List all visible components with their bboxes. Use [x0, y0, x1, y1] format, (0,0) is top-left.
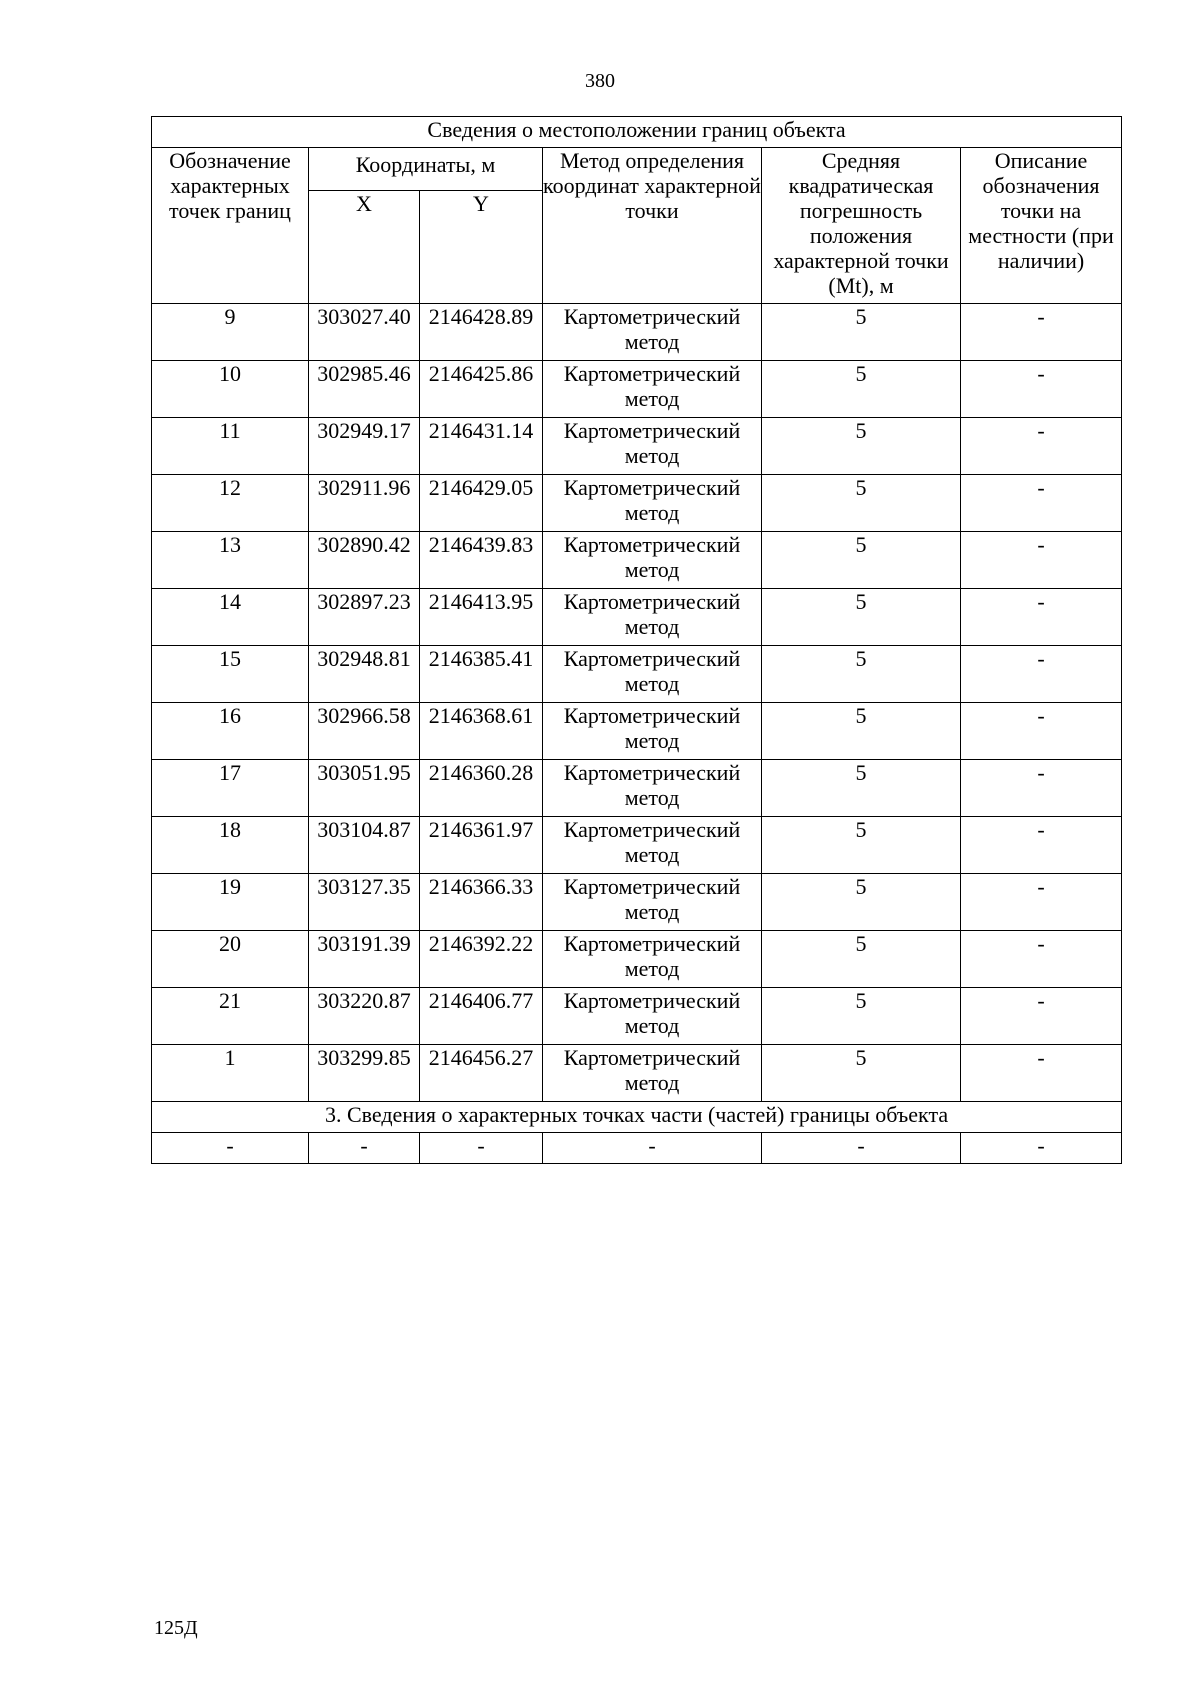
- cell-y: 2146361.97: [420, 817, 543, 874]
- cell-description: -: [961, 874, 1122, 931]
- cell-y: 2146429.05: [420, 475, 543, 532]
- table-row: [152, 304, 1122, 361]
- section3-cell: -: [961, 1133, 1122, 1164]
- cell-description: -: [961, 418, 1122, 475]
- section3-cell: -: [309, 1133, 420, 1164]
- table-body: [152, 304, 1122, 1102]
- cell-x: 303299.85: [309, 1045, 420, 1102]
- cell-y: 2146406.77: [420, 988, 543, 1045]
- cell-method: Картометрический метод: [543, 418, 762, 475]
- section3-row: [152, 1133, 1122, 1164]
- table-row: [152, 931, 1122, 988]
- cell-description: -: [961, 703, 1122, 760]
- cell-point: 20: [152, 931, 309, 988]
- cell-method: Картометрический метод: [543, 646, 762, 703]
- cell-y: 2146428.89: [420, 304, 543, 361]
- footer-code: 125Д: [154, 1617, 198, 1639]
- table-row: [152, 703, 1122, 760]
- cell-error: 5: [762, 532, 961, 589]
- cell-description: -: [961, 475, 1122, 532]
- cell-y: 2146431.14: [420, 418, 543, 475]
- cell-method: Картометрический метод: [543, 988, 762, 1045]
- cell-x: 302949.17: [309, 418, 420, 475]
- cell-error: 5: [762, 874, 961, 931]
- cell-error: 5: [762, 589, 961, 646]
- table-row: [152, 760, 1122, 817]
- cell-description: -: [961, 988, 1122, 1045]
- cell-method: Картометрический метод: [543, 874, 762, 931]
- table-row: [152, 1045, 1122, 1102]
- boundary-table: [151, 116, 1122, 1164]
- cell-description: -: [961, 532, 1122, 589]
- cell-method: Картометрический метод: [543, 532, 762, 589]
- header-x: X: [309, 191, 420, 304]
- cell-method: Картометрический метод: [543, 589, 762, 646]
- cell-description: -: [961, 361, 1122, 418]
- cell-method: Картометрический метод: [543, 1045, 762, 1102]
- cell-point: 16: [152, 703, 309, 760]
- cell-description: -: [961, 760, 1122, 817]
- cell-point: 19: [152, 874, 309, 931]
- cell-x: 302897.23: [309, 589, 420, 646]
- table-row: [152, 418, 1122, 475]
- cell-point: 15: [152, 646, 309, 703]
- cell-method: Картометрический метод: [543, 817, 762, 874]
- header-coordinates: Координаты, м: [309, 148, 543, 191]
- header-point-designation: Обозначение характерных точек границ: [152, 148, 309, 304]
- header-y: Y: [420, 191, 543, 304]
- cell-error: 5: [762, 1045, 961, 1102]
- cell-y: 2146360.28: [420, 760, 543, 817]
- cell-description: -: [961, 304, 1122, 361]
- section3-cell: -: [152, 1133, 309, 1164]
- cell-x: 302985.46: [309, 361, 420, 418]
- page-number: 380: [585, 70, 615, 92]
- section3-title: 3. Сведения о характерных точках части (частей) границы объекта: [152, 1102, 1122, 1133]
- cell-description: -: [961, 931, 1122, 988]
- section3-cell: -: [762, 1133, 961, 1164]
- cell-x: 302948.81: [309, 646, 420, 703]
- cell-description: -: [961, 817, 1122, 874]
- cell-point: 13: [152, 532, 309, 589]
- cell-x: 302890.42: [309, 532, 420, 589]
- cell-y: 2146413.95: [420, 589, 543, 646]
- cell-y: 2146425.86: [420, 361, 543, 418]
- table-row: [152, 817, 1122, 874]
- table-row: [152, 646, 1122, 703]
- cell-description: -: [961, 1045, 1122, 1102]
- cell-error: 5: [762, 361, 961, 418]
- cell-y: 2146366.33: [420, 874, 543, 931]
- table-row: [152, 532, 1122, 589]
- cell-method: Картометрический метод: [543, 931, 762, 988]
- table-row: [152, 589, 1122, 646]
- table-row: [152, 988, 1122, 1045]
- cell-method: Картометрический метод: [543, 304, 762, 361]
- cell-method: Картометрический метод: [543, 361, 762, 418]
- cell-method: Картометрический метод: [543, 760, 762, 817]
- cell-point: 11: [152, 418, 309, 475]
- cell-x: 302966.58: [309, 703, 420, 760]
- cell-x: 302911.96: [309, 475, 420, 532]
- cell-point: 1: [152, 1045, 309, 1102]
- header-error: Средняя квадратическая погрешность положения характерной точки (Mt), м: [762, 148, 961, 304]
- cell-point: 21: [152, 988, 309, 1045]
- cell-point: 14: [152, 589, 309, 646]
- cell-point: 10: [152, 361, 309, 418]
- cell-x: 303127.35: [309, 874, 420, 931]
- table-row: [152, 475, 1122, 532]
- cell-y: 2146392.22: [420, 931, 543, 988]
- cell-x: 303220.87: [309, 988, 420, 1045]
- cell-x: 303104.87: [309, 817, 420, 874]
- cell-y: 2146368.61: [420, 703, 543, 760]
- section3-cell: -: [543, 1133, 762, 1164]
- cell-error: 5: [762, 475, 961, 532]
- cell-x: 303191.39: [309, 931, 420, 988]
- table-row: [152, 361, 1122, 418]
- cell-error: 5: [762, 760, 961, 817]
- cell-description: -: [961, 646, 1122, 703]
- cell-error: 5: [762, 931, 961, 988]
- cell-point: 18: [152, 817, 309, 874]
- cell-error: 5: [762, 646, 961, 703]
- header-method: Метод определения координат характерной точки: [543, 148, 762, 304]
- cell-description: -: [961, 589, 1122, 646]
- section3-cell: -: [420, 1133, 543, 1164]
- cell-point: 17: [152, 760, 309, 817]
- cell-x: 303027.40: [309, 304, 420, 361]
- cell-point: 12: [152, 475, 309, 532]
- table-title: Сведения о местоположении границ объекта: [152, 117, 1122, 148]
- table-row: [152, 874, 1122, 931]
- cell-point: 9: [152, 304, 309, 361]
- cell-error: 5: [762, 418, 961, 475]
- cell-error: 5: [762, 703, 961, 760]
- cell-y: 2146456.27: [420, 1045, 543, 1102]
- cell-error: 5: [762, 988, 961, 1045]
- cell-method: Картометрический метод: [543, 475, 762, 532]
- cell-method: Картометрический метод: [543, 703, 762, 760]
- header-description: Описание обозначения точки на местности (при наличии): [961, 148, 1122, 304]
- cell-y: 2146385.41: [420, 646, 543, 703]
- cell-error: 5: [762, 304, 961, 361]
- cell-x: 303051.95: [309, 760, 420, 817]
- cell-error: 5: [762, 817, 961, 874]
- cell-y: 2146439.83: [420, 532, 543, 589]
